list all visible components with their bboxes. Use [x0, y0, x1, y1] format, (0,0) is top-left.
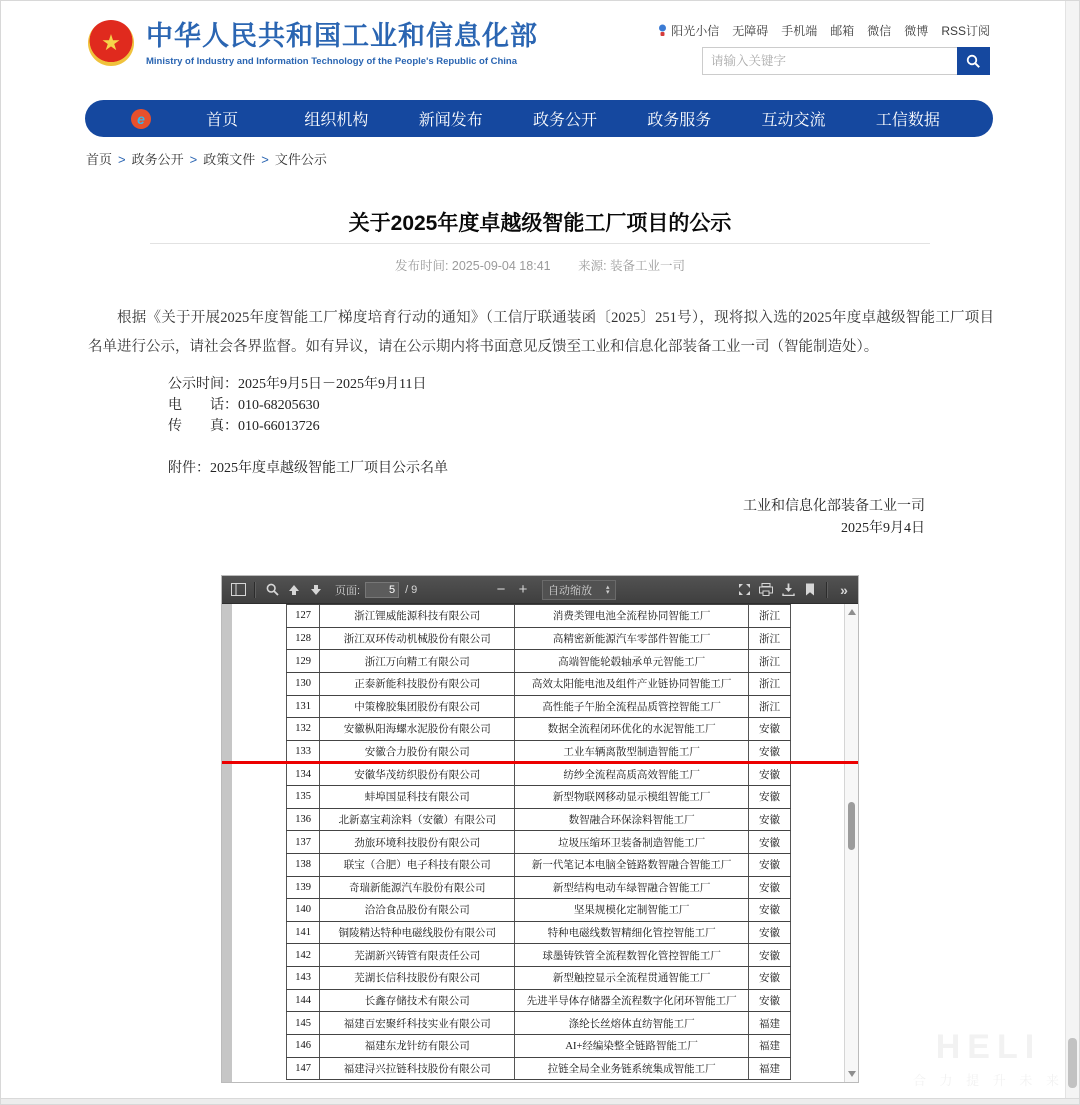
- detail-line: 公示时间：2025年9月5日－2025年9月11日: [168, 377, 427, 392]
- minus-icon: −: [496, 581, 506, 598]
- cell-row-number: 133: [286, 741, 319, 763]
- pdf-toolbar: [222, 576, 858, 604]
- cell-row-number: 137: [286, 831, 319, 853]
- site-subtitle: Ministry of Industry and Information Technology of the People's Republic of China: [146, 55, 518, 67]
- chevron-double-right-icon: »: [840, 581, 848, 598]
- cell-province: 安徽: [748, 899, 791, 921]
- search-box: [702, 47, 990, 75]
- cell-company: 正泰新能科技股份有限公司: [319, 673, 514, 695]
- nav-item[interactable]: 政务服务: [647, 112, 712, 129]
- cell-project: AI+经编染整全链路智能工厂: [514, 1035, 748, 1057]
- cell-province: 安徽: [748, 831, 791, 853]
- page-scrollbar-thumb[interactable]: [1068, 1038, 1077, 1088]
- search-input[interactable]: [702, 47, 957, 75]
- pdf-body: [222, 604, 858, 1082]
- cell-row-number: 142: [286, 944, 319, 966]
- cell-row-number: 138: [286, 854, 319, 876]
- breadcrumb-separator: >: [261, 152, 269, 167]
- cell-province: 安徽: [748, 786, 791, 808]
- quick-link[interactable]: 无障碍: [732, 24, 769, 38]
- cell-project: 工业车辆离散型制造智能工厂: [514, 741, 748, 763]
- print-button[interactable]: [755, 579, 777, 601]
- cell-province: 安徽: [748, 877, 791, 899]
- download-button[interactable]: [777, 579, 799, 601]
- sidebar-toggle-icon: [231, 583, 246, 596]
- cell-row-number: 129: [286, 650, 319, 672]
- table-row: [286, 1035, 791, 1058]
- search-icon: [966, 54, 981, 69]
- breadcrumb-item[interactable]: 文件公示: [274, 152, 327, 167]
- cell-row-number: 143: [286, 967, 319, 989]
- cell-province: 安徽: [748, 922, 791, 944]
- cell-company: 中策橡胶集团股份有限公司: [319, 696, 514, 718]
- search-button[interactable]: [957, 47, 990, 75]
- nav-item[interactable]: 首页: [206, 112, 239, 129]
- breadcrumb-item[interactable]: 首页 >: [86, 152, 126, 167]
- cell-province: 安徽: [748, 944, 791, 966]
- table-row: [286, 763, 791, 786]
- cell-project: 新型物联网移动显示模组智能工厂: [514, 786, 748, 808]
- cell-project: 涤纶长丝熔体直纺智能工厂: [514, 1012, 748, 1034]
- toolbar-separator: [254, 582, 256, 598]
- table-row: [286, 1058, 791, 1081]
- signature-block: [743, 496, 925, 540]
- cell-company: 浙江锂威能源科技有限公司: [319, 605, 514, 627]
- download-icon: [782, 583, 795, 596]
- quick-link[interactable]: RSS订阅: [941, 24, 990, 38]
- cell-project: 新型触控显示全流程贯通智能工厂: [514, 967, 748, 989]
- miit-logo-icon: e: [131, 109, 151, 129]
- cell-project: 新一代笔记本电脑全链路数智融合智能工厂: [514, 854, 748, 876]
- cell-company: 安徽枞阳海螺水泥股份有限公司: [319, 718, 514, 740]
- article-source: 来源: 装备工业一司: [578, 259, 686, 273]
- nav-item[interactable]: 互动交流: [761, 112, 826, 129]
- previous-page-button[interactable]: [283, 579, 305, 601]
- page-total: / 9: [405, 583, 418, 596]
- cell-project: 拉链全局全业务链系统集成智能工厂: [514, 1058, 748, 1080]
- cell-row-number: 134: [286, 763, 319, 785]
- cell-project: 新型结构电动车绿智融合智能工厂: [514, 877, 748, 899]
- cell-project: 高效太阳能电池及组件产业链协同智能工厂: [514, 673, 748, 695]
- table-row: [286, 877, 791, 900]
- cell-company: 浙江双环传动机械股份有限公司: [319, 628, 514, 650]
- table-row: [286, 899, 791, 922]
- cell-company: 福建百宏聚纤科技实业有限公司: [319, 1012, 514, 1034]
- cell-company: 北新嘉宝莉涂料（安徽）有限公司: [319, 809, 514, 831]
- cell-province: 安徽: [748, 741, 791, 763]
- heli-watermark: [913, 1030, 1064, 1089]
- cell-province: 安徽: [748, 854, 791, 876]
- detail-line: 电 话：010-68205630: [168, 398, 320, 413]
- quick-link[interactable]: 手机端: [781, 24, 818, 38]
- xiaoxin-icon: [657, 24, 668, 37]
- nav-item[interactable]: 工信数据: [875, 112, 940, 129]
- pdf-page: [232, 604, 845, 1082]
- cell-province: 福建: [748, 1012, 791, 1034]
- fullscreen-icon: [738, 583, 751, 596]
- arrow-down-icon: [310, 584, 322, 596]
- cell-province: 浙江: [748, 673, 791, 695]
- cell-company: 芜湖新兴铸管有限责任公司: [319, 944, 514, 966]
- article-paragraph: 根据《关于开展2025年度智能工厂梯度培育行动的通知》（工信厅联通装函〔2025〕251号），现将拟入选的2025年度卓越级智能工厂项目名单进行公示，请社会各界监督。如有异议，请在公示期内将书面意见反馈至工业和信息化部装备工业一司（智能制造处）。: [88, 310, 994, 355]
- site-header: [88, 20, 990, 80]
- table-row: [286, 990, 791, 1013]
- cell-project: 纺纱全流程高质高效智能工厂: [514, 763, 748, 785]
- cell-project: 消费类锂电池全流程协同智能工厂: [514, 605, 748, 627]
- cell-row-number: 135: [286, 786, 319, 808]
- cell-row-number: 136: [286, 809, 319, 831]
- cell-row-number: 145: [286, 1012, 319, 1034]
- cell-company: 浙江万向精工有限公司: [319, 650, 514, 672]
- cell-province: 安徽: [748, 763, 791, 785]
- page-title: 关于2025年度卓越级智能工厂项目的公示: [348, 212, 732, 235]
- cell-company: 铜陵精达特种电磁线股份有限公司: [319, 922, 514, 944]
- table-row: [286, 741, 791, 764]
- arrow-up-icon: [288, 584, 300, 596]
- quick-link[interactable]: 微信: [867, 24, 892, 38]
- table-row: [286, 944, 791, 967]
- cell-province: 福建: [748, 1035, 791, 1057]
- cell-project: 数智融合环保涂料智能工厂: [514, 809, 748, 831]
- signature-org: 工业和信息化部装备工业一司: [743, 499, 925, 514]
- breadcrumb-separator: >: [118, 152, 126, 167]
- cell-company: 安徽合力股份有限公司: [319, 741, 514, 763]
- table-row: [286, 650, 791, 673]
- find-icon: [266, 583, 279, 596]
- cell-row-number: 146: [286, 1035, 319, 1057]
- cell-province: 安徽: [748, 990, 791, 1012]
- cell-project: 高端智能轮毂轴承单元智能工厂: [514, 650, 748, 672]
- breadcrumb: [86, 149, 327, 168]
- table-row: [286, 1012, 791, 1035]
- cell-province: 安徽: [748, 718, 791, 740]
- cell-company: 劲旅环境科技股份有限公司: [319, 831, 514, 853]
- cell-province: 浙江: [748, 605, 791, 627]
- quick-link[interactable]: 邮箱: [830, 24, 855, 38]
- cell-project: 垃圾压缩环卫装备制造智能工厂: [514, 831, 748, 853]
- breadcrumb-item[interactable]: 政策文件 >: [203, 152, 269, 167]
- table-row: [286, 718, 791, 741]
- cell-province: 浙江: [748, 696, 791, 718]
- cell-province: 浙江: [748, 628, 791, 650]
- highlight-underline: [222, 761, 858, 764]
- page-number-input[interactable]: [365, 582, 399, 598]
- quick-links: [657, 22, 990, 39]
- scroll-up-icon[interactable]: [848, 609, 856, 615]
- printer-icon: [759, 583, 773, 596]
- cell-province: 安徽: [748, 967, 791, 989]
- cell-project: 先进半导体存储器全流程数字化闭环智能工厂: [514, 990, 748, 1012]
- article-details: [168, 374, 426, 437]
- table-row: [286, 809, 791, 832]
- table-row: [286, 673, 791, 696]
- cell-project: 坚果规模化定制智能工厂: [514, 899, 748, 921]
- cell-project: 高性能子午胎全流程品质管控智能工厂: [514, 696, 748, 718]
- cell-company: 安徽华茂纺织股份有限公司: [319, 763, 514, 785]
- zoom-out-button[interactable]: [490, 579, 512, 601]
- cell-province: 浙江: [748, 650, 791, 672]
- watermark-line2: 合 力 提 升 未 来: [912, 1073, 1064, 1088]
- table-row: [286, 831, 791, 854]
- zoom-in-button[interactable]: [512, 579, 534, 601]
- cell-row-number: 127: [286, 605, 319, 627]
- cell-row-number: 140: [286, 899, 319, 921]
- watermark-line1: HELI: [935, 1028, 1042, 1066]
- quick-link[interactable]: 阳光小信: [657, 22, 719, 39]
- pdf-table: [286, 604, 791, 1080]
- next-page-button[interactable]: [305, 579, 327, 601]
- cell-company: 洽洽食品股份有限公司: [319, 899, 514, 921]
- sidebar-toggle-button[interactable]: [227, 579, 249, 601]
- cell-project: 特种电磁线数智精细化管控智能工厂: [514, 922, 748, 944]
- attachment-link[interactable]: 附件：2025年度卓越级智能工厂项目公示名单: [168, 461, 448, 476]
- bookmark-icon: [805, 583, 815, 596]
- cell-company: 芜湖长信科技股份有限公司: [319, 967, 514, 989]
- cell-company: 联宝（合肥）电子科技有限公司: [319, 854, 514, 876]
- cell-row-number: 141: [286, 922, 319, 944]
- zoom-select[interactable]: [542, 580, 616, 600]
- zoom-select-value: 自动缩放: [548, 584, 592, 597]
- cell-project: 球墨铸铁管全流程数智化管控智能工厂: [514, 944, 748, 966]
- cell-project: 数据全流程闭环优化的水泥智能工厂: [514, 718, 748, 740]
- table-row: [286, 696, 791, 719]
- toolbar-separator: [826, 582, 828, 598]
- cell-company: 福建东龙针纺有限公司: [319, 1035, 514, 1057]
- plus-icon: +: [518, 581, 528, 598]
- nav-item[interactable]: 新闻发布: [418, 112, 483, 129]
- select-caret-icon: ▴ ▾: [606, 583, 610, 596]
- national-emblem-icon: ★: [88, 20, 134, 66]
- signature-date: 2025年9月4日: [841, 521, 925, 536]
- cell-row-number: 128: [286, 628, 319, 650]
- nav-item[interactable]: 政务公开: [532, 112, 597, 129]
- cell-company: 蚌埠国显科技有限公司: [319, 786, 514, 808]
- breadcrumb-separator: >: [189, 152, 198, 167]
- nav-item[interactable]: 组织机构: [304, 112, 369, 129]
- more-tools-button[interactable]: [833, 579, 855, 601]
- table-row: [286, 628, 791, 651]
- cell-row-number: 144: [286, 990, 319, 1012]
- pdf-scrollbar[interactable]: [844, 604, 858, 1082]
- presentation-mode-button[interactable]: [733, 579, 755, 601]
- bookmark-button[interactable]: [799, 579, 821, 601]
- breadcrumb-item[interactable]: 政务公开 >: [131, 152, 198, 167]
- cell-row-number: 131: [286, 696, 319, 718]
- cell-row-number: 139: [286, 877, 319, 899]
- page-scrollbar[interactable]: [1065, 1, 1079, 1098]
- table-row: [286, 967, 791, 990]
- pdf-scrollbar-thumb[interactable]: [848, 802, 855, 850]
- pdf-viewer: [222, 576, 858, 1082]
- cell-company: 福建浔兴拉链科技股份有限公司: [319, 1058, 514, 1080]
- publish-time: 发布时间: 2025-09-04 18:41: [394, 259, 551, 273]
- table-row: [286, 854, 791, 877]
- detail-line: 传 真：010-66013726: [168, 419, 320, 434]
- table-row: [286, 922, 791, 945]
- cell-project: 高精密新能源汽车零部件智能工厂: [514, 628, 748, 650]
- cell-company: 长鑫存储技术有限公司: [319, 990, 514, 1012]
- find-button[interactable]: [261, 579, 283, 601]
- article-meta: [0, 256, 1080, 274]
- quick-link[interactable]: 微博: [904, 24, 929, 38]
- page-label: 页面:: [335, 584, 361, 597]
- scroll-down-icon[interactable]: [848, 1071, 856, 1077]
- title-divider: [150, 243, 930, 244]
- cell-province: 安徽: [748, 809, 791, 831]
- window-bottom-edge: [0, 1098, 1080, 1105]
- cell-row-number: 130: [286, 673, 319, 695]
- main-nav: [85, 100, 993, 137]
- cell-company: 奇瑞新能源汽车股份有限公司: [319, 877, 514, 899]
- cell-province: 福建: [748, 1058, 791, 1080]
- site-title: 中华人民共和国工业和信息化部: [146, 21, 538, 51]
- cell-row-number: 147: [286, 1058, 319, 1080]
- table-row: [286, 786, 791, 809]
- table-row: [286, 605, 791, 628]
- cell-row-number: 132: [286, 718, 319, 740]
